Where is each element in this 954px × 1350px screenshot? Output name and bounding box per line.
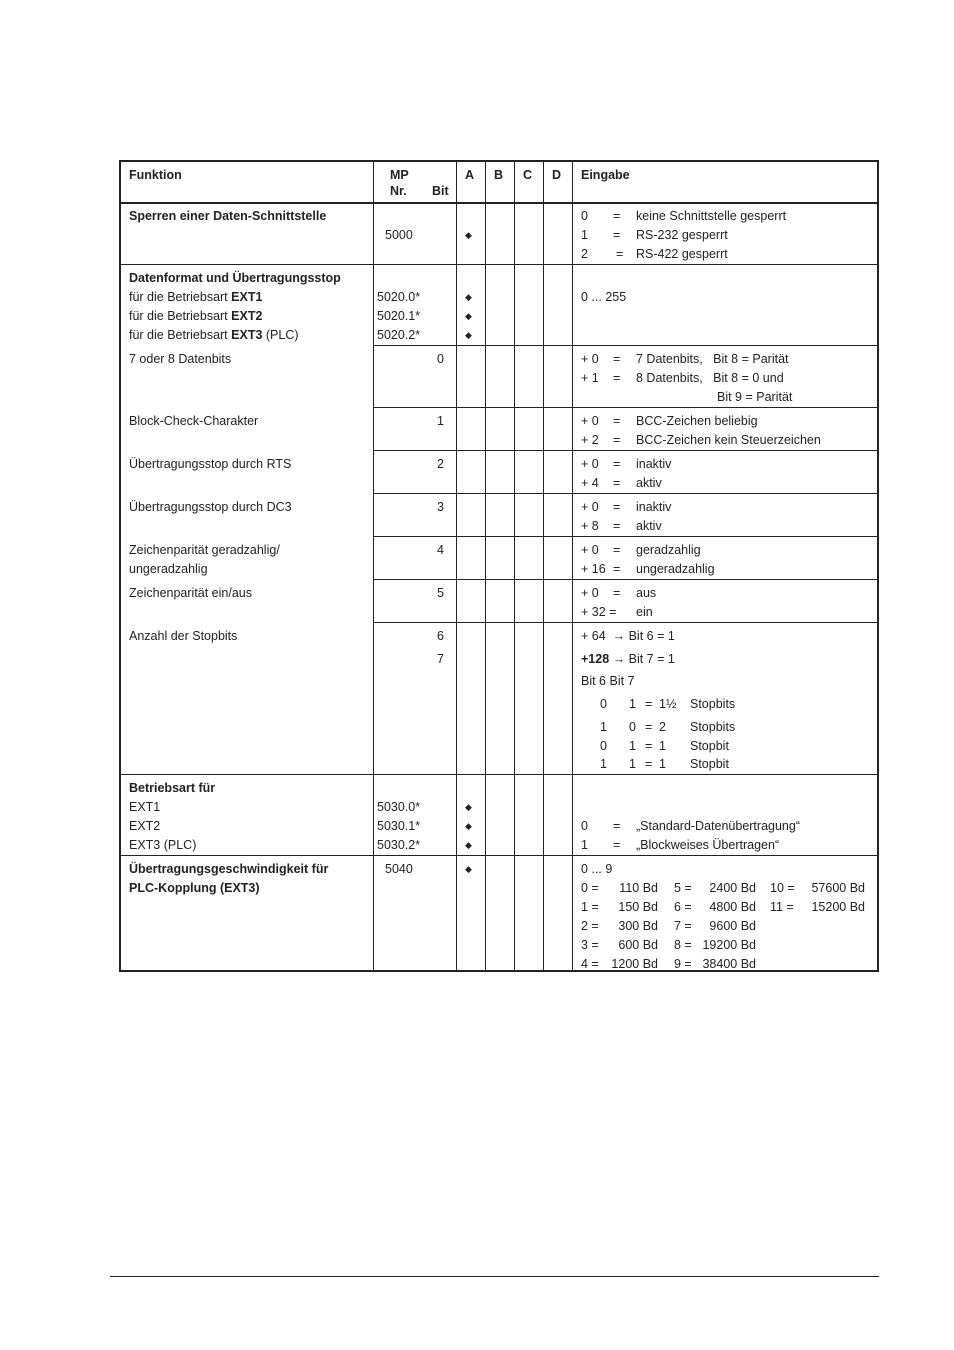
section-title: PLC-Kopplung (EXT3) xyxy=(129,881,260,895)
bit-number: 0 xyxy=(437,352,444,366)
option-value: + 8 xyxy=(581,519,599,533)
bit-number: 6 xyxy=(437,629,444,643)
bit-number: 3 xyxy=(437,500,444,514)
col-divider xyxy=(373,162,374,970)
mp-number: 5040 xyxy=(385,862,413,876)
bit-label: Zeichenparität ein/aus xyxy=(129,586,252,600)
mode-label: EXT2 xyxy=(129,819,161,833)
stopbit-cell: = xyxy=(645,757,653,771)
baud-rate: 2400 Bd xyxy=(709,881,756,895)
stopbit-cell: 1 xyxy=(629,757,636,771)
stopbit-header: Bit 6 Bit 7 xyxy=(581,674,635,688)
stopbit-cell: Stopbits xyxy=(690,697,736,711)
stopbit-cell: 1 xyxy=(600,720,607,734)
col-header-nr: Nr. xyxy=(390,184,407,198)
mp-number: 5020.0* xyxy=(377,290,421,304)
option-eq: = xyxy=(613,519,621,533)
baud-index: 4 = xyxy=(581,957,599,971)
option-text: geradzahlig xyxy=(636,543,701,557)
col-header-a: A xyxy=(465,168,475,182)
col-header-c: C xyxy=(523,168,533,182)
baud-rate: 600 Bd xyxy=(618,938,658,952)
baud-index: 1 = xyxy=(581,900,599,914)
stopbit-cell: 0 xyxy=(600,739,607,753)
option-value: + 0 xyxy=(581,414,599,428)
baud-index: 7 = xyxy=(674,919,692,933)
stopbit-cell: = xyxy=(645,697,653,711)
input-range: 0 ... 9 xyxy=(581,862,613,876)
stopbit-cell: 2 xyxy=(659,720,666,734)
row-divider xyxy=(373,345,877,346)
baud-index: 2 = xyxy=(581,919,599,933)
row-divider xyxy=(373,450,877,451)
baud-rate: 38400 Bd xyxy=(702,957,756,971)
stopbit-cell: 1 xyxy=(600,757,607,771)
option-eq: = xyxy=(613,414,621,428)
baud-index: 6 = xyxy=(674,900,692,914)
stopbit-cell: 1 xyxy=(659,739,666,753)
mp-number: 5020.1* xyxy=(377,309,421,323)
col-divider xyxy=(456,162,457,970)
mp-number: 5020.2* xyxy=(377,328,421,342)
baud-rate: 9600 Bd xyxy=(709,919,756,933)
stopbit-cell: = xyxy=(645,720,653,734)
footer-rule xyxy=(110,1276,879,1277)
marker-icon: ◆ xyxy=(465,821,472,831)
option-eq: = xyxy=(613,838,621,852)
col-header-mp: MP xyxy=(390,168,409,182)
option-text: inaktiv xyxy=(636,457,672,471)
option-value: + 0 xyxy=(581,586,599,600)
marker-icon: ◆ xyxy=(465,311,472,321)
col-divider xyxy=(514,162,515,970)
option-text: 8 Datenbits, Bit 8 = 0 und xyxy=(636,371,784,385)
bit-label: 7 oder 8 Datenbits xyxy=(129,352,232,366)
bit-number: 1 xyxy=(437,414,444,428)
option-eq: = xyxy=(613,228,621,242)
option-eq: = xyxy=(613,819,621,833)
option-text: ein xyxy=(636,605,653,619)
option-value: + 0 xyxy=(581,543,599,557)
stopbit-cell: 1 xyxy=(659,757,666,771)
row-divider xyxy=(373,407,877,408)
bit-label: ungeradzahlig xyxy=(129,562,208,576)
stopbit-cell: Stopbit xyxy=(690,757,729,771)
stopbit-cell: 0 xyxy=(600,697,607,711)
baud-rate: 300 Bd xyxy=(618,919,658,933)
baud-index: 8 = xyxy=(674,938,692,952)
marker-icon: ◆ xyxy=(465,292,472,302)
option-eq: = xyxy=(613,586,621,600)
mp-number: 5030.2* xyxy=(377,838,421,852)
option-text: ungeradzahlig xyxy=(636,562,715,576)
stopbit-cell: Stopbit xyxy=(690,739,729,753)
mp-number: 5030.1* xyxy=(377,819,421,833)
option-text: keine Schnittstelle gesperrt xyxy=(636,209,787,223)
stopbit-cell: = xyxy=(645,739,653,753)
marker-icon: ◆ xyxy=(465,802,472,812)
col-divider xyxy=(485,162,486,970)
baud-rate: 150 Bd xyxy=(618,900,658,914)
option-text: 7 Datenbits, Bit 8 = Parität xyxy=(636,352,789,366)
option-value: + 0 xyxy=(581,500,599,514)
bit-number: 4 xyxy=(437,543,444,557)
option-value: + 1 xyxy=(581,371,599,385)
option-eq: = xyxy=(613,476,621,490)
baud-index: 5 = xyxy=(674,881,692,895)
section-title: Datenformat und Übertragungsstop xyxy=(129,271,341,285)
stopbit-cell: 0 xyxy=(629,720,636,734)
mode-line-ext1: für die Betriebsart EXT1 xyxy=(129,290,263,304)
option-value: + 2 xyxy=(581,433,599,447)
marker-icon: ◆ xyxy=(465,840,472,850)
mp-number: 5030.0* xyxy=(377,800,421,814)
settings-table xyxy=(119,160,879,972)
baud-index: 9 = xyxy=(674,957,692,971)
option-value: 0 xyxy=(581,209,588,223)
marker-icon: ◆ xyxy=(465,230,472,240)
col-header-b: B xyxy=(494,168,504,182)
mode-line-ext3: für die Betriebsart EXT3 (PLC) xyxy=(129,328,299,342)
row-divider xyxy=(373,536,877,537)
option-value: + 0 xyxy=(581,457,599,471)
option-text: Bit 9 = Parität xyxy=(717,390,793,404)
bit-label: Anzahl der Stopbits xyxy=(129,629,238,643)
baud-index: 3 = xyxy=(581,938,599,952)
bit-label: Zeichenparität geradzahlig/ xyxy=(129,543,280,557)
stopbit-cell: Stopbits xyxy=(690,720,736,734)
bit-number: 7 xyxy=(437,652,444,666)
option-value: 0 xyxy=(581,819,588,833)
option-value: + 16 xyxy=(581,562,606,576)
option-eq: = xyxy=(613,371,621,385)
option-value: 2 xyxy=(581,247,588,261)
baud-rate: 1200 Bd xyxy=(611,957,658,971)
option-value: 1 xyxy=(581,838,588,852)
col-header-d: D xyxy=(552,168,562,182)
option-text: + 64 → Bit 6 = 1 xyxy=(581,629,675,643)
baud-rate: 110 Bd xyxy=(619,881,658,895)
header-divider xyxy=(121,202,877,204)
option-eq: = xyxy=(613,543,621,557)
option-eq: = xyxy=(613,433,621,447)
row-divider xyxy=(373,579,877,580)
option-eq: = xyxy=(613,457,621,471)
option-value: 1 xyxy=(581,228,588,242)
row-divider xyxy=(121,855,877,856)
col-divider xyxy=(543,162,544,970)
option-text: inaktiv xyxy=(636,500,672,514)
row-divider xyxy=(373,622,877,623)
col-header-funktion: Funktion xyxy=(129,168,182,182)
baud-rate: 15200 Bd xyxy=(811,900,865,914)
option-value: + 0 xyxy=(581,352,599,366)
row-divider xyxy=(121,264,877,265)
option-text: RS-232 gesperrt xyxy=(636,228,728,242)
option-eq: = xyxy=(613,562,621,576)
bit-number: 5 xyxy=(437,586,444,600)
option-text: BCC-Zeichen kein Steuerzeichen xyxy=(636,433,821,447)
col-header-bit: Bit xyxy=(432,184,449,198)
section-title: Sperren einer Daten-Schnittstelle xyxy=(129,209,327,223)
mode-line-ext2: für die Betriebsart EXT2 xyxy=(129,309,263,323)
stopbit-cell: 1 xyxy=(629,739,636,753)
row-divider xyxy=(373,493,877,494)
baud-rate: 57600 Bd xyxy=(811,881,865,895)
col-divider xyxy=(572,162,573,970)
mode-label: EXT1 xyxy=(129,800,161,814)
bit-label: Übertragungsstop durch DC3 xyxy=(129,500,292,514)
mp-number: 5000 xyxy=(385,228,413,242)
bit-label: Übertragungsstop durch RTS xyxy=(129,457,292,471)
baud-rate: 19200 Bd xyxy=(702,938,756,952)
option-text: „Standard-Datenübertragung“ xyxy=(636,819,800,833)
option-text: „Blockweises Übertragen“ xyxy=(636,838,780,852)
marker-icon: ◆ xyxy=(465,330,472,340)
mode-label: EXT3 (PLC) xyxy=(129,838,197,852)
baud-index: 0 = xyxy=(581,881,599,895)
option-eq: = xyxy=(613,352,621,366)
marker-icon: ◆ xyxy=(465,864,472,874)
option-text: BCC-Zeichen beliebig xyxy=(636,414,758,428)
option-value: + 32 = xyxy=(581,605,617,619)
bit-label: Block-Check-Charakter xyxy=(129,414,259,428)
option-text: aus xyxy=(636,586,657,600)
input-range: 0 ... 255 xyxy=(581,290,627,304)
stopbit-cell: 1½ xyxy=(659,697,677,711)
option-eq: = xyxy=(613,209,621,223)
bit-number: 2 xyxy=(437,457,444,471)
option-eq: = xyxy=(613,500,621,514)
section-title: Betriebsart für xyxy=(129,781,216,795)
stopbit-cell: 1 xyxy=(629,697,636,711)
section-title: Übertragungsgeschwindigkeit für xyxy=(129,862,329,876)
baud-index: 10 = xyxy=(770,881,795,895)
baud-index: 11 = xyxy=(770,900,794,914)
option-text: RS-422 gesperrt xyxy=(636,247,728,261)
option-value: + 4 xyxy=(581,476,599,490)
option-text: aktiv xyxy=(636,476,662,490)
baud-rate: 4800 Bd xyxy=(709,900,756,914)
row-divider xyxy=(121,774,877,775)
option-text: +128 → Bit 7 = 1 xyxy=(581,652,675,666)
option-text: aktiv xyxy=(636,519,662,533)
col-header-eingabe: Eingabe xyxy=(581,168,630,182)
option-eq: = xyxy=(616,247,624,261)
